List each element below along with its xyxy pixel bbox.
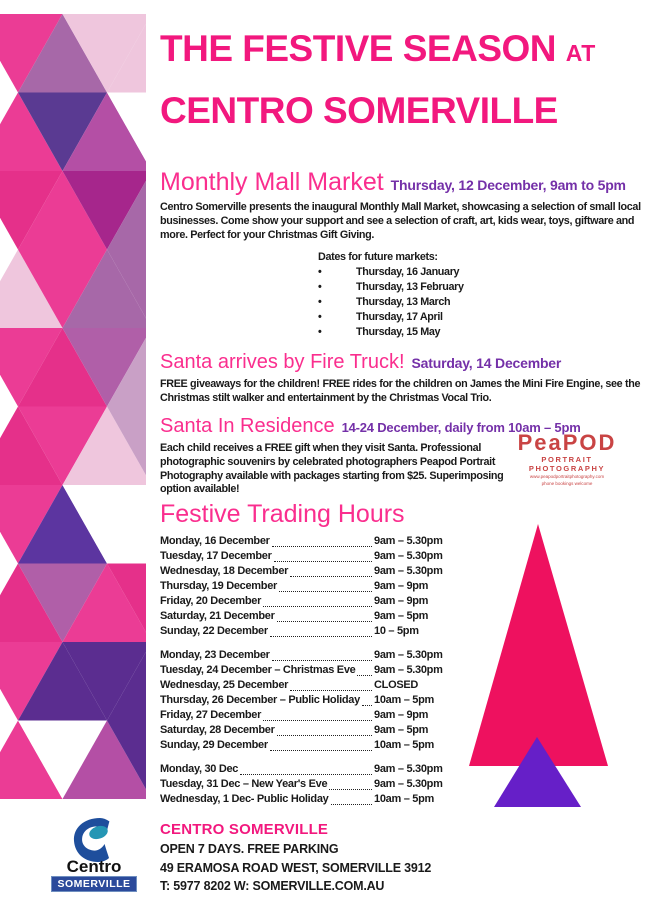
future-market-date: Thursday, 13 February	[356, 281, 464, 294]
dot-leader	[240, 774, 372, 775]
future-market-date: Thursday, 17 April	[356, 311, 443, 324]
triangle-mosaic-decoration	[0, 0, 146, 812]
future-market-date: Thursday, 16 January	[356, 266, 460, 279]
centro-logo-word: Centro	[66, 857, 122, 876]
peapod-logo	[506, 432, 628, 486]
bullet-icon: •	[318, 311, 322, 324]
santa-date: 14-24 December, daily from 10am – 5pm	[341, 420, 581, 435]
trading-day-label: Sunday, 22 December	[160, 625, 268, 637]
future-markets-label: Dates for future markets:	[318, 251, 438, 264]
market-date: Thursday, 12 December, 9am to 5pm	[390, 177, 626, 193]
dot-leader	[277, 621, 372, 622]
trading-time: 10am – 5pm	[374, 694, 434, 706]
trading-hours-row	[160, 777, 460, 792]
bullet-icon: •	[318, 296, 322, 309]
trading-day-label: Tuesday, 31 Dec – New Year's Eve	[160, 778, 328, 790]
santa-heading: Santa In Residence	[160, 415, 335, 437]
trading-hours-row	[160, 723, 460, 738]
trading-time: 9am – 9pm	[374, 580, 429, 592]
trading-day-label: Saturday, 28 December	[160, 724, 275, 736]
dot-leader	[329, 789, 372, 790]
firetruck-heading: Santa arrives by Fire Truck!	[160, 351, 405, 373]
trading-hours-row	[160, 624, 460, 639]
dot-leader	[290, 690, 372, 691]
christmas-tree-decoration	[455, 515, 625, 815]
title-suffix: AT	[565, 40, 596, 66]
trading-time: 10 – 5pm	[374, 625, 419, 637]
trading-hours-row	[160, 792, 460, 807]
future-markets-items	[318, 265, 645, 340]
dot-leader	[263, 606, 372, 607]
dot-leader	[263, 720, 372, 721]
trading-time: 10am – 5pm	[374, 793, 434, 805]
trading-hours-row	[160, 549, 460, 564]
firetruck-date: Saturday, 14 December	[411, 355, 562, 371]
future-market-item	[318, 265, 645, 280]
future-market-date: Thursday, 15 May	[356, 326, 441, 339]
trading-hours-row	[160, 609, 460, 624]
bullet-icon: •	[318, 326, 322, 339]
trading-day-label: Monday, 16 December	[160, 535, 270, 547]
footer-centre-name: CENTRO SOMERVILLE	[160, 821, 329, 838]
dot-leader	[362, 705, 372, 706]
footer-address: 49 ERAMOSA ROAD WEST, SOMERVILLE 3912	[160, 860, 432, 875]
trading-hours-row	[160, 762, 460, 777]
santa-heading-row	[160, 414, 581, 438]
trading-hours-block	[160, 762, 465, 807]
trading-day-label: Wednesday, 25 December	[160, 679, 289, 691]
trading-day-label: Saturday, 21 December	[160, 610, 275, 622]
peapod-fineprint-line1: www.peapodportraitphotography.com	[529, 474, 605, 479]
dot-leader	[277, 735, 372, 736]
footer	[0, 818, 645, 897]
firetruck-heading-row	[160, 350, 645, 374]
santa-body-after: available with packages starting from $25. Superimposing option available!	[160, 469, 504, 496]
trading-heading: Festive Trading Hours	[160, 500, 405, 528]
dot-leader	[357, 675, 372, 676]
tree-pink-triangle	[469, 524, 608, 766]
trading-hours-row	[160, 579, 460, 594]
trading-time: CLOSED	[374, 679, 419, 691]
footer-phone-web: T: 5977 8202 W: SOMERVILLE.COM.AU	[160, 879, 385, 893]
trading-time: 9am – 5.30pm	[374, 778, 443, 790]
dot-leader	[331, 804, 373, 805]
centro-swoosh-icon	[71, 818, 117, 862]
trading-time: 9am – 9pm	[374, 709, 429, 721]
trading-hours-row	[160, 738, 460, 753]
market-heading-row	[160, 168, 645, 197]
page-title	[160, 20, 596, 139]
bullet-icon: •	[318, 281, 322, 294]
dot-leader	[270, 750, 372, 751]
trading-day-label: Monday, 30 Dec	[160, 763, 239, 775]
trading-hours-row	[160, 663, 460, 678]
trading-day-label: Friday, 27 December	[160, 709, 262, 721]
santa-body-before: Each child receives a FREE gift when they visit Santa. Professional photographic souvenirs by celebrated photographers	[160, 442, 481, 468]
future-market-item	[318, 295, 645, 310]
trading-time: 9am – 5pm	[374, 724, 429, 736]
bullet-icon: •	[318, 266, 322, 279]
trading-day-label: Sunday, 29 December	[160, 739, 268, 751]
santa-body-text	[160, 442, 520, 497]
future-market-item	[318, 310, 645, 325]
trading-hours-row	[160, 678, 460, 693]
trading-hours-row	[160, 708, 460, 723]
trading-day-label: Thursday, 19 December	[160, 580, 277, 592]
section-festive-trading-hours	[160, 500, 465, 816]
dot-leader	[272, 660, 372, 661]
trading-time: 9am – 5.30pm	[374, 550, 443, 562]
peapod-fineprint-line2: phone bookings welcome	[541, 480, 593, 486]
market-body-text: Centro Somerville presents the inaugural Monthly Mall Market, showcasing a selection of small local businesses. Come show your support and see a selection of craft, art, kids wear, toys, giftware and more. Perfect for your Christmas Gift Giving.	[160, 201, 641, 241]
title-main: THE FESTIVE SEASON	[160, 28, 557, 69]
peapod-wordmark: PeaPOD	[517, 430, 617, 455]
trading-day-label: Tuesday, 17 December	[160, 550, 272, 562]
firetruck-body-text: FREE giveaways for the children! FREE rides for the children on James the Mini Fire Engine, see the Christmas stilt walker and entertainment by the Christmas Vocal Trio.	[160, 378, 641, 404]
footer-contact-block	[160, 819, 431, 896]
trading-day-label: Friday, 20 December	[160, 595, 262, 607]
trading-day-label: Thursday, 26 December – Public Holiday	[160, 694, 360, 706]
dot-leader	[270, 636, 372, 637]
trading-time: 9am – 5.30pm	[374, 664, 443, 676]
trading-time: 10am – 5pm	[374, 739, 434, 751]
trading-day-label: Wednesday, 18 December	[160, 565, 289, 577]
trading-hours-row	[160, 564, 460, 579]
trading-day-label: Monday, 23 December	[160, 649, 270, 661]
dot-leader	[272, 546, 372, 547]
future-market-item	[318, 280, 645, 295]
future-market-date: Thursday, 13 March	[356, 296, 451, 309]
trading-time: 9am – 5.30pm	[374, 763, 443, 775]
dot-leader	[279, 591, 372, 592]
trading-time: 9am – 5.30pm	[374, 565, 443, 577]
trading-day-label: Tuesday, 24 December – Christmas Eve	[160, 664, 356, 676]
trading-hours-row	[160, 534, 460, 549]
trading-hours-table	[160, 534, 465, 807]
trading-hours-block	[160, 648, 465, 753]
title-line1	[160, 20, 596, 82]
dot-leader	[274, 561, 372, 562]
trading-hours-block	[160, 534, 465, 639]
centro-logo-somerville-badge: SOMERVILLE	[51, 876, 136, 892]
future-markets-list	[318, 249, 645, 340]
trading-time: 9am – 9pm	[374, 595, 429, 607]
footer-open-hours: OPEN 7 DAYS. FREE PARKING	[160, 842, 339, 856]
trading-hours-row	[160, 693, 460, 708]
peapod-tagline: PORTRAIT PHOTOGRAPHY	[528, 455, 606, 473]
trading-time: 9am – 5.30pm	[374, 649, 443, 661]
trading-time: 9am – 5.30pm	[374, 535, 443, 547]
trading-day-label: Wednesday, 1 Dec- Public Holiday	[160, 793, 329, 805]
santa-body-bold: Peapod Portrait Photography	[160, 455, 496, 482]
title-line2: CENTRO SOMERVILLE	[160, 90, 558, 131]
market-heading: Monthly Mall Market	[160, 168, 384, 196]
section-monthly-mall-market	[160, 168, 645, 340]
trading-time: 9am – 5pm	[374, 610, 429, 622]
trading-hours-row	[160, 648, 460, 663]
section-santa-fire-truck	[160, 350, 645, 406]
centro-logo	[44, 818, 144, 892]
future-market-item	[318, 325, 645, 340]
dot-leader	[290, 576, 372, 577]
trading-hours-row	[160, 594, 460, 609]
